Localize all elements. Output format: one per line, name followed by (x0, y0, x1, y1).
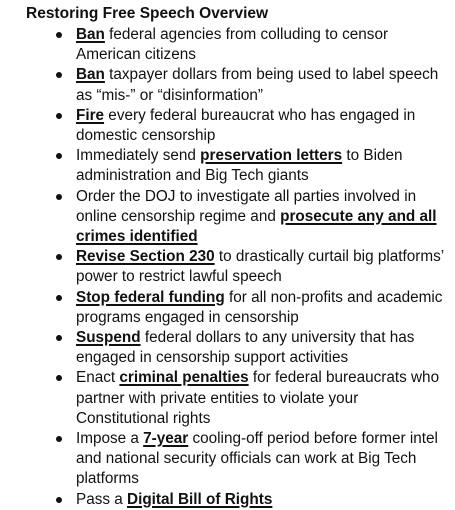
item-text: for federal bureaucrats who partner with private entities to violate your Constitutional rights (76, 369, 440, 427)
item-emphasis: prosecute any and all crimes identified (76, 207, 437, 246)
bullet-list (26, 25, 450, 510)
bullet-icon (56, 194, 62, 200)
item-emphasis: Revise Section 230 (76, 248, 215, 266)
item-text: federal dollars to any university that has engaged in censorship support activities (76, 329, 415, 367)
item-text: to Biden administration and Big Tech giants (76, 147, 403, 185)
document (26, 4, 450, 510)
item-emphasis: Ban (76, 26, 105, 43)
bullet-icon (56, 113, 62, 119)
list-item (26, 106, 450, 146)
item-emphasis: 7-year (143, 430, 189, 448)
item-emphasis: Ban (76, 66, 105, 84)
list-item (26, 25, 450, 65)
item-emphasis: criminal penalties (119, 369, 249, 387)
item-text: for all non-profits and academic programs engaged in censorship (76, 288, 443, 326)
item-text: to drastically curtail big platforms’ power to restrict lawful speech (76, 248, 444, 286)
item-text: taxpayer dollars from being used to label speech as “mis-” or “disinformation” (76, 66, 439, 104)
item-text: Enact (76, 369, 120, 387)
item-text: Immediately send (76, 147, 201, 165)
item-emphasis: preservation letters (200, 147, 343, 165)
item-text: cooling-off period before former intel and national security officials can work at Big Tech platforms (76, 430, 438, 488)
list-item (26, 368, 450, 429)
list-item (26, 328, 450, 368)
document-title: Restoring Free Speech Overview (26, 5, 269, 22)
bullet-icon (56, 254, 62, 260)
item-emphasis: Stop federal funding (76, 288, 225, 306)
bullet-icon (56, 375, 62, 381)
list-item (26, 146, 450, 186)
item-text: Impose a (76, 430, 144, 448)
item-text: every federal bureaucrat who has engaged in domestic censorship (76, 106, 416, 145)
bullet-icon (56, 295, 62, 301)
item-text: Pass a (76, 490, 128, 508)
list-item (26, 288, 450, 328)
bullet-icon (56, 335, 62, 341)
list-item (26, 187, 450, 248)
list-item (26, 247, 450, 287)
bullet-icon (56, 32, 62, 38)
item-emphasis: Fire (76, 106, 105, 124)
list-item (26, 65, 450, 105)
item-emphasis: Digital Bill of Rights (127, 490, 273, 508)
item-text: Order the DOJ to investigate all parties involved in online censorship regime and (76, 187, 417, 225)
bullet-icon (56, 153, 62, 159)
item-text: federal agencies from colluding to censor American citizens (76, 26, 389, 64)
item-emphasis: Suspend (76, 329, 141, 347)
list-item (26, 429, 450, 490)
bullet-icon (56, 72, 62, 78)
bullet-icon (56, 436, 62, 442)
